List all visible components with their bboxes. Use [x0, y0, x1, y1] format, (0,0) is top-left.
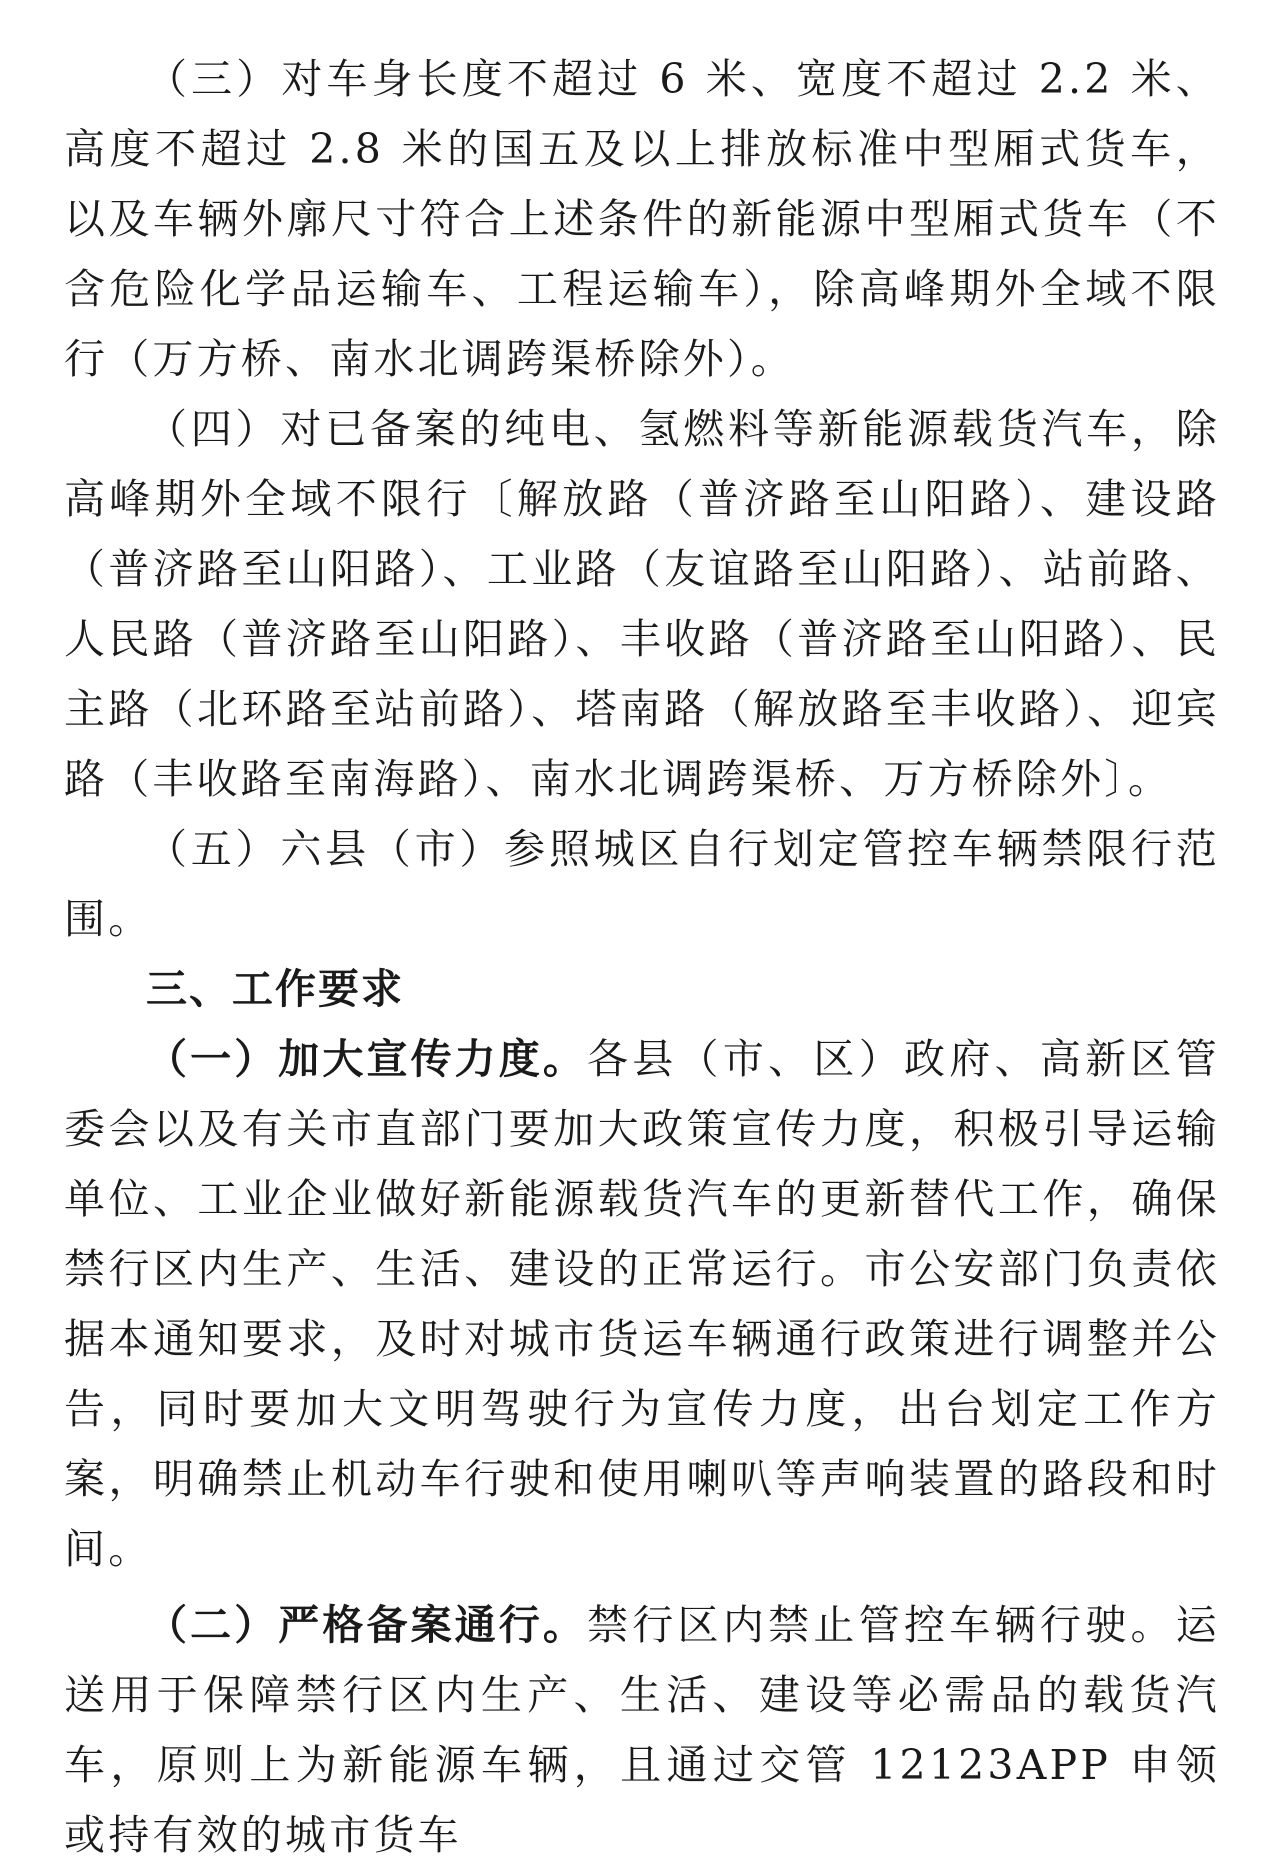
requirement-1-lead: （一）加大宣传力度。: [146, 1035, 587, 1083]
paragraph-3: （三）对车身长度不超过 6 米、宽度不超过 2.2 米、高度不超过 2.8 米的国五及以上排放标准中型厢式货车，以及车辆外廓尺寸符合上述条件的新能源中型厢式货车（不含危险化学品运输车、工程运输车），除高峰期外全域不限行（万方桥、南水北调跨渠桥除外）。: [64, 55, 1220, 383]
paragraph-4: （四）对已备案的纯电、氢燃料等新能源载货汽车，除高峰期外全域不限行〔解放路（普济路至山阳路）、建设路（普济路至山阳路）、工业路（友谊路至山阳路）、站前路、人民路（普济路至山阳路）、丰收路（普济路至山阳路）、民主路（北环路至站前路）、塔南路（解放路至丰收路）、迎宾路（丰收路至南海路）、南水北调跨渠桥、万方桥除外〕。: [64, 405, 1220, 803]
paragraph-5: （五）六县（市）参照城区自行划定管控车辆禁限行范围。: [64, 825, 1220, 943]
requirement-2: [64, 1590, 1220, 1870]
requirement-2-text: 禁行区内禁止管控车辆行驶。运送用于保障禁行区内生产、生活、建设等必需品的载货汽车，原则上为新能源车辆，且通过交管 12123APP 申领或持有效的城市货车: [64, 1601, 1220, 1859]
requirement-1: [64, 1024, 1220, 1584]
section-heading: 三、工作要求: [146, 965, 404, 1013]
requirement-2-lead: （二）严格备案通行。: [146, 1601, 587, 1649]
requirement-1-text: 各县（市、区）政府、高新区管委会以及有关市直部门要加大政策宣传力度，积极引导运输单位、工业企业做好新能源载货汽车的更新替代工作，确保禁行区内生产、生活、建设的正常运行。市公安部门负责依据本通知要求，及时对城市货运车辆通行政策进行调整并公告，同时要加大文明驾驶行为宣传力度，出台划定工作方案，明确禁止机动车行驶和使用喇叭等声响装置的路段和时间。: [64, 1035, 1220, 1573]
